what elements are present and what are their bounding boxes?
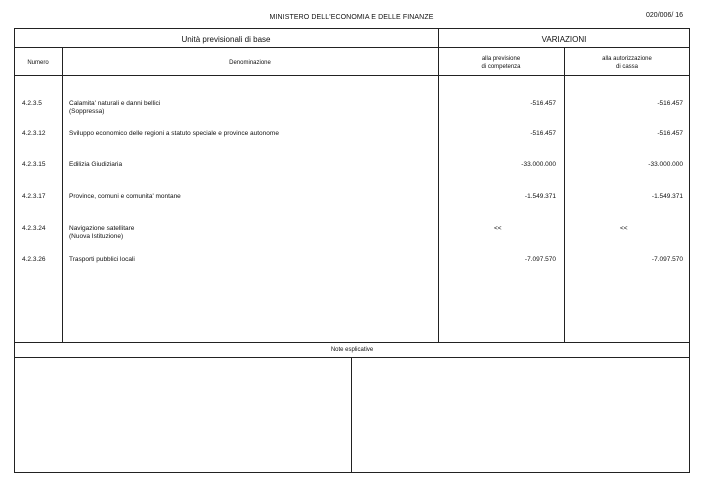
row-competenza: -516.457 — [530, 100, 556, 107]
row-numero: 4.2.3.12 — [22, 130, 46, 137]
row-numero: 4.2.3.24 — [22, 225, 46, 232]
document-code: 020/006/ 16 — [646, 12, 683, 19]
notes-right-area — [352, 358, 689, 472]
unita-variazioni-divider — [438, 28, 439, 342]
cassa-column-header: alla autorizzazione di cassa — [602, 56, 652, 70]
row-competenza: -516.457 — [530, 130, 556, 137]
row-numero: 4.2.3.26 — [22, 256, 46, 263]
denominazione-column-header: Denominazione — [229, 60, 271, 66]
row-cassa: -33.000.000 — [648, 161, 683, 168]
numero-column-header: Numero — [27, 60, 49, 66]
row-cassa: -1.549.371 — [651, 193, 683, 200]
row-cassa: -7.097.570 — [651, 256, 683, 263]
numero-column-divider — [62, 47, 63, 342]
row-cassa: -516.457 — [657, 100, 683, 107]
row-denominazione: Province, comuni e comunita' montane — [69, 193, 181, 200]
variazioni-header: VARIAZIONI — [541, 35, 587, 44]
document-title: MINISTERO DELL'ECONOMIA E DELLE FINANZE — [269, 14, 434, 21]
row-competenza: -7.097.570 — [524, 256, 556, 263]
row-cassa: << — [620, 225, 628, 232]
header-divider — [14, 47, 690, 48]
row-numero: 4.2.3.5 — [22, 100, 42, 107]
row-denominazione: Edilizia Giudiziaria — [69, 161, 123, 168]
row-cassa: -516.457 — [657, 130, 683, 137]
row-numero: 4.2.3.15 — [22, 161, 46, 168]
row-competenza: << — [494, 225, 502, 232]
columns-divider — [14, 75, 690, 76]
row-denominazione: Sviluppo economico delle regioni a statuto speciale e province autonome — [69, 130, 279, 137]
row-competenza: -1.549.371 — [524, 193, 556, 200]
notes-header: Note esplicative — [330, 347, 374, 353]
row-competenza: -33.000.000 — [521, 161, 556, 168]
row-numero: 4.2.3.17 — [22, 193, 46, 200]
competenza-column-header: alla previsione di competenza — [481, 56, 521, 70]
row-denominazione: Trasporti pubblici locali — [69, 256, 135, 263]
row-denominazione: Calamita' naturali e danni bellici (Soppressa) — [69, 100, 161, 115]
body-bottom-divider — [14, 342, 690, 343]
notes-left-area — [15, 358, 351, 472]
unita-header: Unità previsionali di base — [181, 35, 271, 44]
row-denominazione: Navigazione satellitare (Nuova Istituzione) — [69, 225, 135, 240]
